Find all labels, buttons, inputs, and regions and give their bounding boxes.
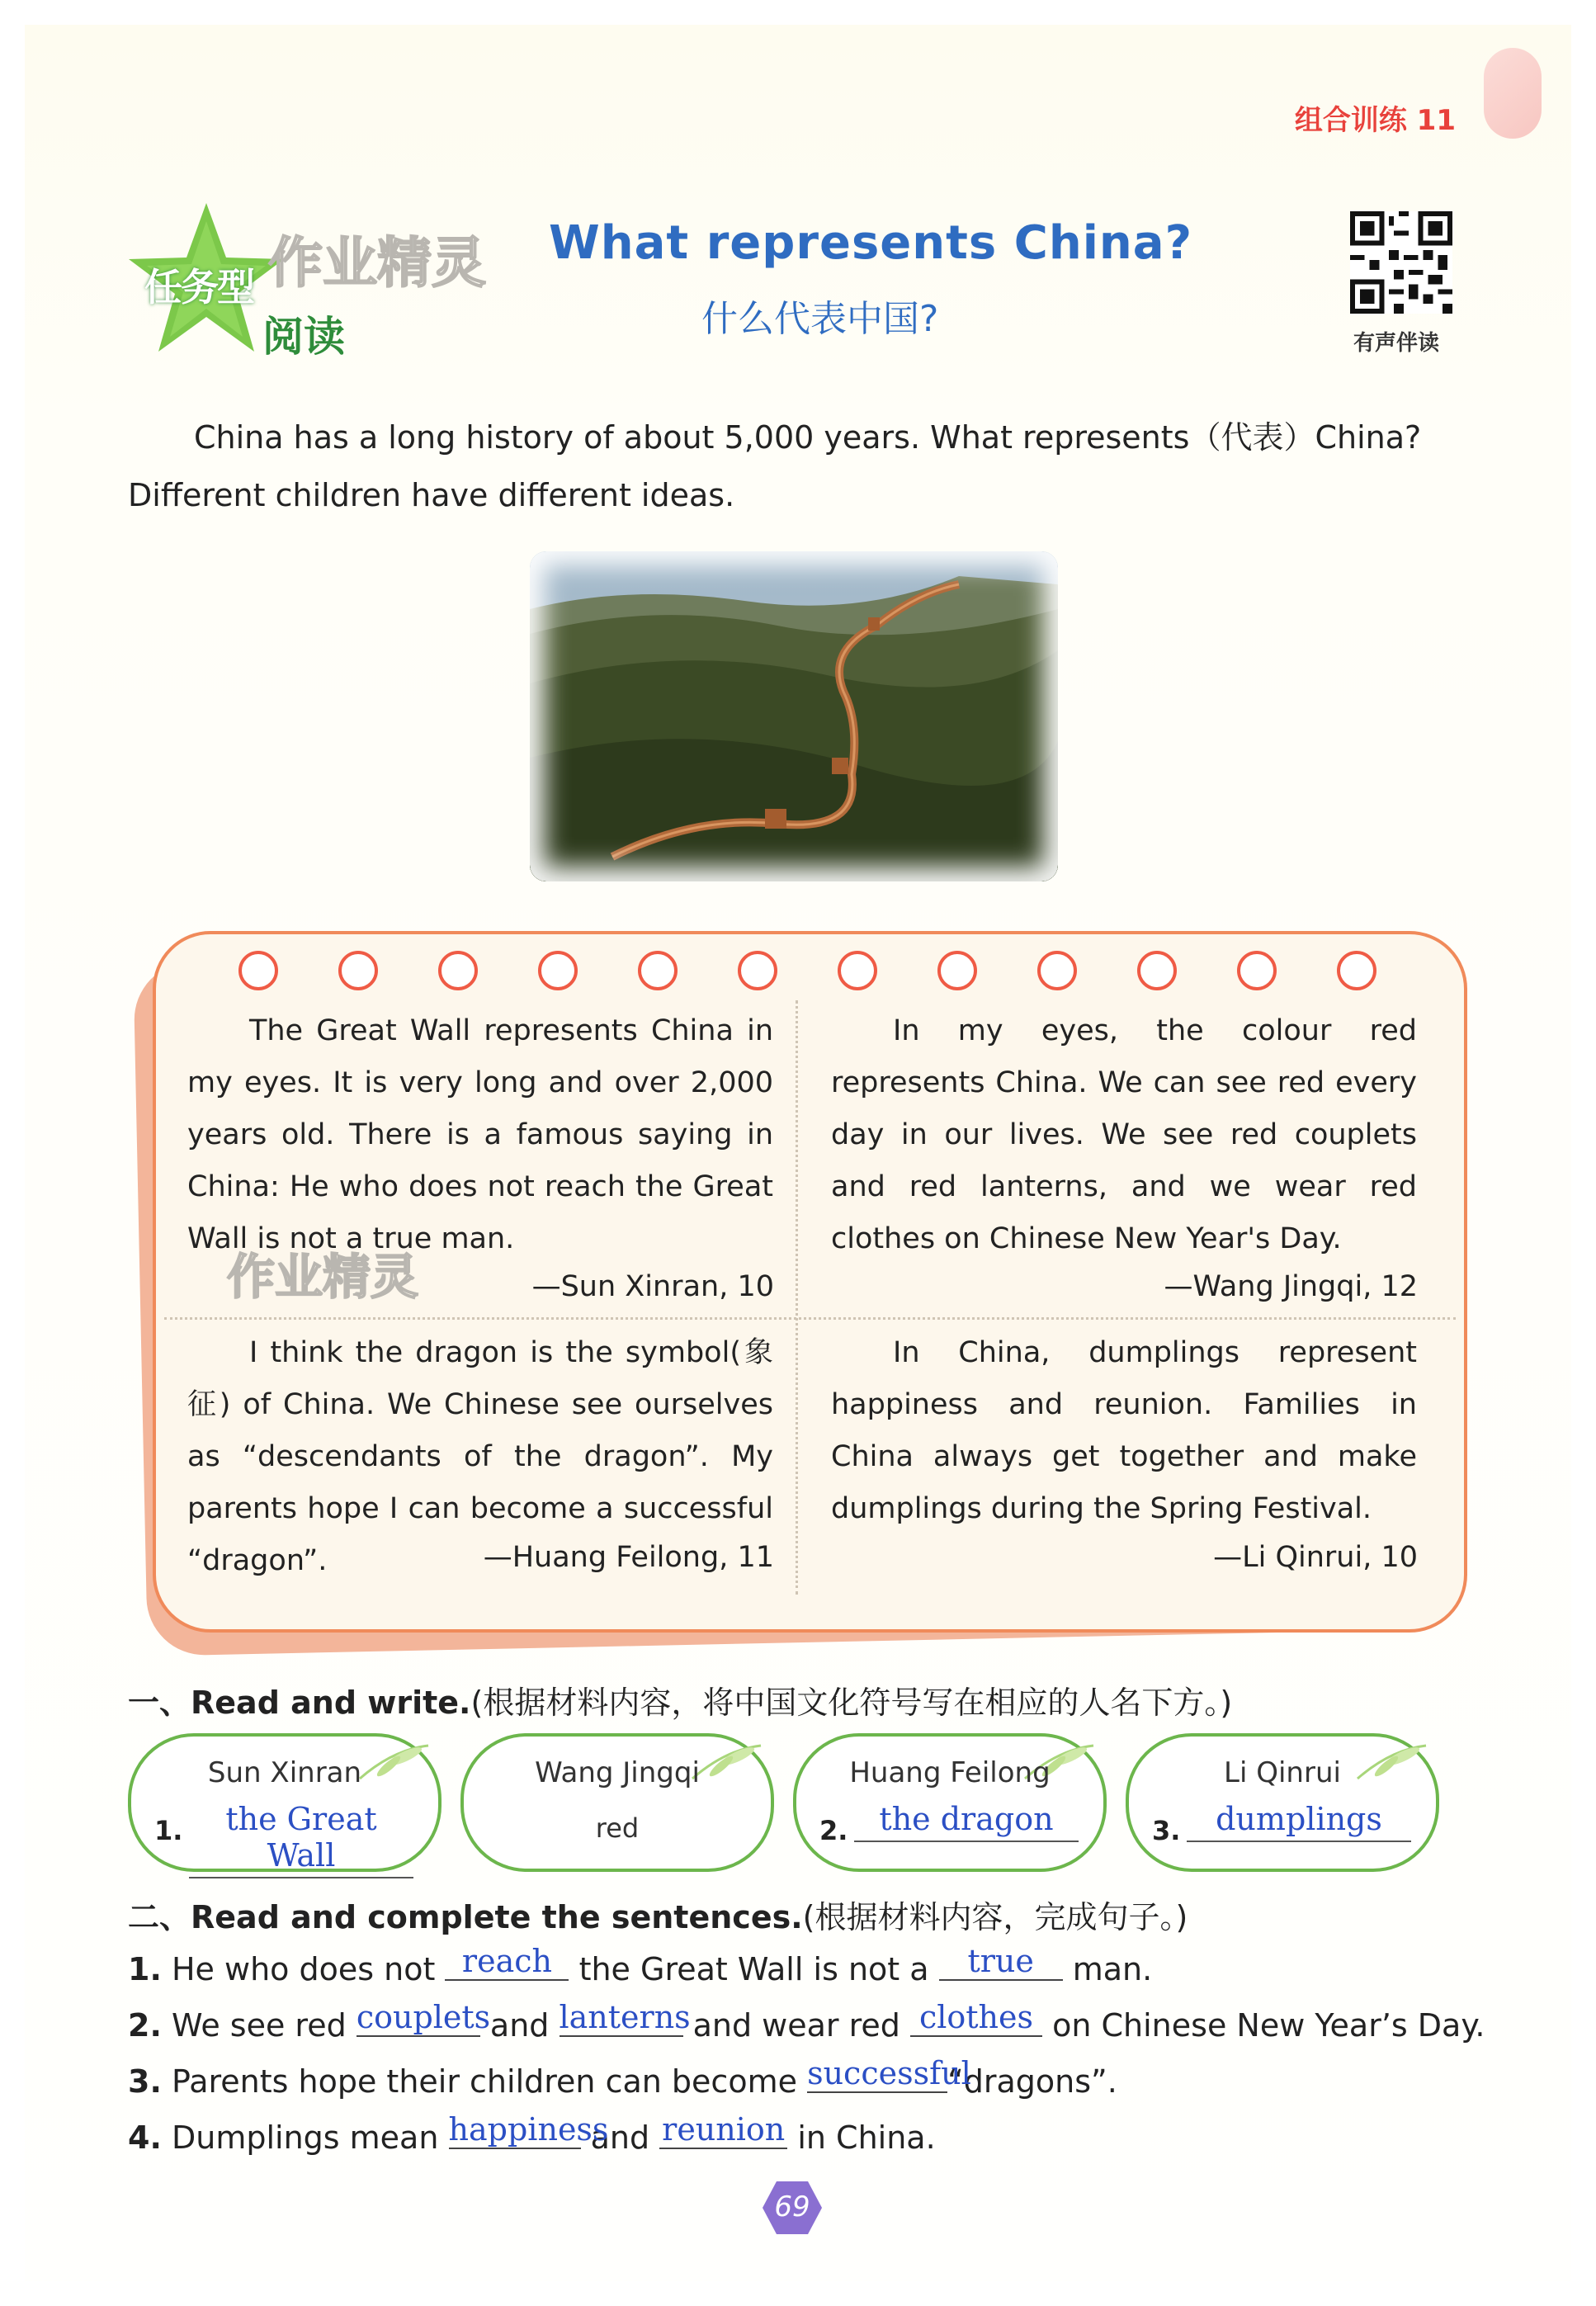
corner-decoration — [1484, 48, 1542, 139]
question-3: 3. Parents hope their children can become successful“dragons”. — [128, 2055, 1117, 2100]
blank[interactable]: clothes — [910, 1999, 1042, 2037]
notebook-rings — [238, 951, 1394, 1000]
section2-heading: 二、Read and complete the sentences.(根据材料内容，完成句子。) — [128, 1899, 1188, 1935]
intro-line1: China has a long history of about 5,000 years. What represents（代表）China? — [194, 419, 1422, 456]
column-divider — [796, 1000, 798, 1595]
passage-2-author: —Wang Jingqi, 12 — [1164, 1270, 1418, 1303]
badge-line2: 阅读 — [262, 313, 345, 361]
answer-field[interactable]: dumplings — [1187, 1801, 1411, 1842]
badge-line1: 任务型 — [144, 265, 253, 310]
question-4: 4. Dumplings mean happiness and reunion in China. — [128, 2111, 936, 2156]
passage-4: In China, dumplings represent happiness and reunion. Families in China always get together and make dumplings during the Spring Festival. — [831, 1336, 1417, 1525]
intro-text — [128, 409, 1465, 524]
blank[interactable]: true — [939, 1943, 1063, 1981]
page-subtitle: 什么代表中国? — [701, 298, 939, 340]
passage-3: I think the dragon is the symbol(象征) of China. We Chinese see ourselves as “descendants of the dragon”. My parents hope I can become a successful “dragon”. — [187, 1336, 773, 1577]
section1-heading: 一、Read and write.(根据材料内容，将中国文化符号写在相应的人名下方。) — [128, 1685, 1233, 1721]
blank[interactable]: happiness — [448, 2111, 609, 2148]
qr-code-icon[interactable] — [1350, 211, 1452, 314]
oval-huang-feilong: Huang Feilong 2. the dragon — [793, 1733, 1107, 1872]
answer-field[interactable]: the Great Wall — [189, 1801, 413, 1878]
blank[interactable]: successful — [807, 2055, 971, 2091]
oval-wang-jingqi: Wang Jingqi red — [460, 1733, 774, 1872]
qr-label: 有声伴读 — [1353, 331, 1440, 356]
blank[interactable]: reunion — [659, 2111, 787, 2149]
example-answer: red — [595, 1812, 640, 1844]
page-title: What represents China? — [549, 216, 1193, 270]
great-wall-photo — [530, 551, 1058, 881]
question-2: 2. We see red couplets and lanterns and wear red clothes on Chinese New Year’s Day. — [128, 1999, 1485, 2044]
answer-field[interactable]: the dragon — [854, 1801, 1079, 1842]
answer-ovals — [128, 1733, 1448, 1874]
passage-3-author: —Huang Feilong, 11 — [483, 1541, 774, 1574]
passage-2: In my eyes, the colour red represents China. We can see red every day in our lives. We see red couplets and red lanterns, and we wear red clothes on Chinese New Year's Day. — [831, 1014, 1417, 1255]
blank[interactable]: reach — [445, 1943, 569, 1981]
watermark: 作业精灵 — [268, 231, 486, 295]
intro-line2: Different children have different ideas. — [128, 477, 735, 513]
passage-1-author: —Sun Xinran, 10 — [531, 1270, 774, 1303]
oval-sun-xinran: Sun Xinran 1. the Great Wall — [128, 1733, 441, 1872]
blank[interactable]: couplets — [356, 1999, 491, 2035]
watermark-2: 作业精灵 — [227, 1249, 419, 1305]
row-divider — [164, 1317, 1456, 1320]
question-1: 1. He who does not reach the Great Wall is not a true man. — [128, 1943, 1153, 1987]
passage-1: The Great Wall represents China in my eyes. It is very long and over 2,000 years old. There is a famous saying in China: He who does not reach the Great Wall is not a true man. — [187, 1014, 773, 1255]
page-number: 69 — [761, 2179, 824, 2237]
passage-4-author: —Li Qinrui, 10 — [1213, 1541, 1418, 1574]
unit-label: 组合训练 11 — [1294, 104, 1456, 137]
blank[interactable]: lanterns — [559, 1999, 691, 2035]
oval-li-qinrui: Li Qinrui 3. dumplings — [1126, 1733, 1439, 1872]
